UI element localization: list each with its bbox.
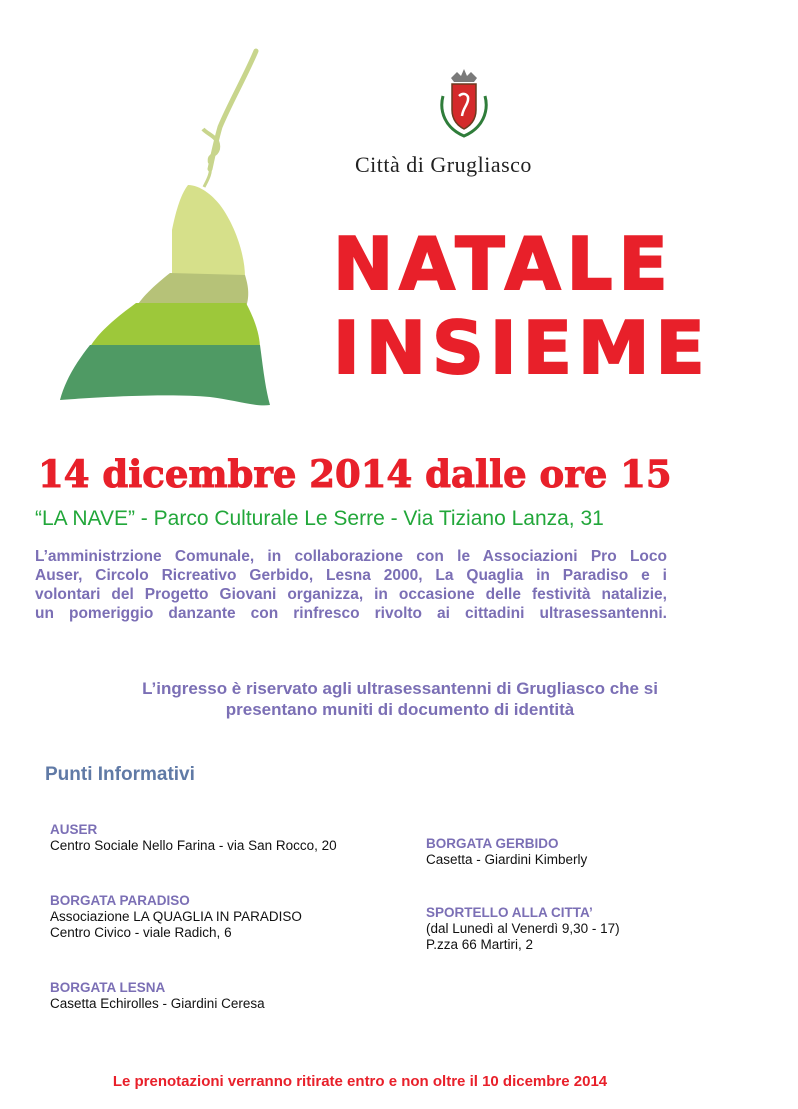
info-point-name: AUSER — [50, 822, 98, 837]
intro-paragraph — [35, 547, 667, 623]
info-point-sportello — [426, 905, 620, 953]
grugliasco-coat-of-arms-icon — [437, 66, 491, 142]
event-venue: “LA NAVE” - Parco Culturale Le Serre - Via Tiziano Lanza, 31 — [35, 507, 604, 530]
info-point-borgata-paradiso — [50, 893, 302, 941]
info-points-title: Punti Informativi — [45, 764, 195, 785]
title-natale: NATALE — [333, 222, 674, 306]
info-point-line: Casetta - Giardini Kimberly — [426, 852, 588, 867]
info-point-name: SPORTELLO ALLA CITTA’ — [426, 905, 593, 920]
info-point-name: BORGATA LESNA — [50, 980, 166, 995]
notice-line: presentano muniti di documento di identità — [225, 700, 575, 719]
booking-deadline: Le prenotazioni verranno ritirate entro e non oltre il 10 dicembre 2014 — [112, 1073, 608, 1090]
info-point-borgata-lesna — [50, 980, 265, 1012]
info-point-auser — [50, 822, 337, 854]
info-point-borgata-gerbido — [426, 836, 587, 868]
intro-line: L’amministrzione Comunale, in collaborazione con le Associazioni Pro Loco — [35, 548, 667, 565]
city-name: Città di Grugliasco — [355, 152, 532, 177]
info-point-line: Casetta Echirolles - Giardini Ceresa — [50, 996, 265, 1011]
title-insieme: INSIEME — [333, 306, 711, 390]
info-point-line: Centro Sociale Nello Farina - via San Rocco, 20 — [50, 838, 337, 853]
info-point-line: P.zza 66 Martiri, 2 — [426, 937, 534, 952]
info-point-line: Centro Civico - viale Radich, 6 — [50, 925, 232, 940]
intro-line: volontari del Progetto Giovani organizza, in occasione delle festività natalizie, — [35, 586, 667, 603]
intro-line: un pomeriggio danzante con rinfresco rivolto ai cittadini ultrasessantenni. — [35, 605, 667, 622]
info-point-line: Associazione LA QUAGLIA IN PARADISO — [50, 909, 302, 924]
entry-notice — [20, 678, 780, 720]
event-date: 14 dicembre 2014 dalle ore 15 — [38, 452, 672, 496]
intro-line: Auser, Circolo Ricreativo Gerbido, Lesna 2000, La Quaglia in Paradiso e i — [35, 567, 667, 584]
notice-line: L’ingresso è riservato agli ultrasessantenni di Grugliasco che si — [142, 679, 658, 698]
info-point-name: BORGATA GERBIDO — [426, 836, 559, 851]
christmas-tree-illustration — [60, 45, 280, 415]
info-point-name: BORGATA PARADISO — [50, 893, 190, 908]
info-point-line: (dal Lunedì al Venerdì 9,30 - 17) — [426, 921, 620, 936]
